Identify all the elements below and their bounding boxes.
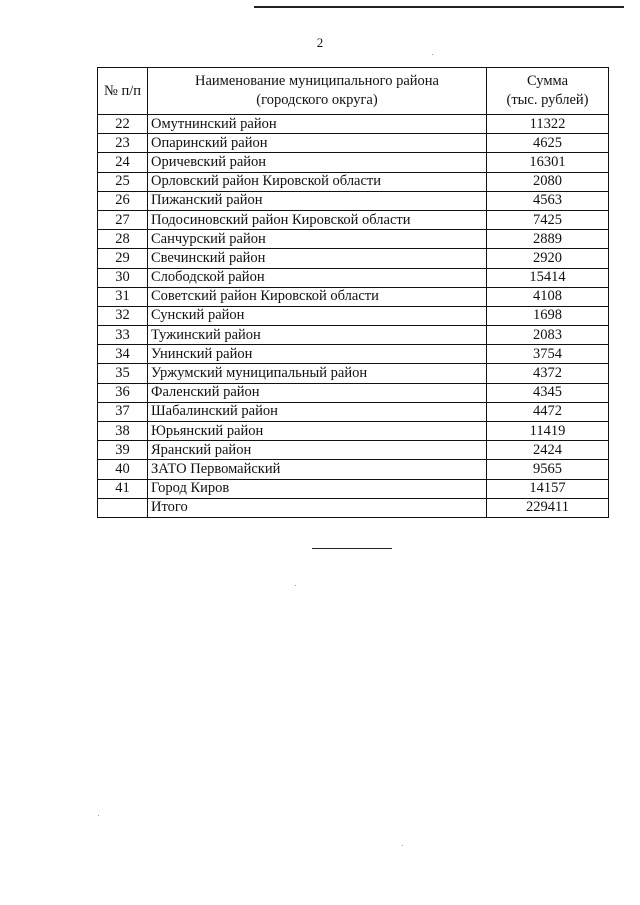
row-name-cell: Шабалинский район xyxy=(148,402,487,421)
page-number: 2 xyxy=(316,35,324,50)
row-name-cell: Город Киров xyxy=(148,479,487,498)
row-number-cell: 31 xyxy=(98,287,148,306)
row-name-cell: Свечинский район xyxy=(148,249,487,268)
table-row xyxy=(98,134,609,153)
row-number-cell: 28 xyxy=(98,230,148,249)
row-name-cell: Санчурский район xyxy=(148,230,487,249)
row-name-cell: Опаринский район xyxy=(148,134,487,153)
table-row xyxy=(98,268,609,287)
row-sum-cell: 4108 xyxy=(487,287,609,306)
table-row xyxy=(98,153,609,172)
header-number xyxy=(98,68,148,115)
row-number-cell: 33 xyxy=(98,326,148,345)
header-name xyxy=(148,68,487,115)
row-name-cell: Омутнинский район xyxy=(148,115,487,134)
row-number-cell: 32 xyxy=(98,306,148,325)
row-sum-cell: 4625 xyxy=(487,134,609,153)
table-row xyxy=(98,460,609,479)
row-number-cell: 25 xyxy=(98,172,148,191)
row-number-cell: 41 xyxy=(98,479,148,498)
table-footer xyxy=(98,498,609,517)
row-sum-cell: 3754 xyxy=(487,345,609,364)
row-sum-cell: 15414 xyxy=(487,268,609,287)
bottom-rule xyxy=(312,548,392,549)
scan-speck xyxy=(432,54,433,55)
row-sum-cell: 2080 xyxy=(487,172,609,191)
row-number-cell: 35 xyxy=(98,364,148,383)
row-sum-cell: 9565 xyxy=(487,460,609,479)
row-number-cell: 24 xyxy=(98,153,148,172)
table-body xyxy=(98,115,609,499)
row-name-cell: ЗАТО Первомайский xyxy=(148,460,487,479)
budget-table xyxy=(97,67,609,518)
row-sum-cell: 2889 xyxy=(487,230,609,249)
row-sum-cell: 2424 xyxy=(487,441,609,460)
scan-speck xyxy=(98,815,99,816)
row-sum-cell: 4472 xyxy=(487,402,609,421)
row-number-cell: 37 xyxy=(98,402,148,421)
scan-speck xyxy=(402,845,403,846)
row-number-cell: 40 xyxy=(98,460,148,479)
total-number-cell xyxy=(98,498,148,517)
scan-speck xyxy=(295,585,296,586)
row-name-cell: Советский район Кировской области xyxy=(148,287,487,306)
row-number-cell: 30 xyxy=(98,268,148,287)
row-name-cell: Орловский район Кировской области xyxy=(148,172,487,191)
table-row xyxy=(98,115,609,134)
row-sum-cell: 4372 xyxy=(487,364,609,383)
row-sum-cell: 7425 xyxy=(487,210,609,229)
row-number-cell: 34 xyxy=(98,345,148,364)
table-row-total xyxy=(98,498,609,517)
table-row xyxy=(98,422,609,441)
row-name-cell: Тужинский район xyxy=(148,326,487,345)
header-sum-line2: (тыс. рублей) xyxy=(506,92,589,108)
row-number-cell: 39 xyxy=(98,441,148,460)
table-row xyxy=(98,306,609,325)
header-name-line1: Наименование муниципального района xyxy=(195,73,439,89)
table-row xyxy=(98,172,609,191)
table-row xyxy=(98,345,609,364)
row-number-cell: 27 xyxy=(98,210,148,229)
table-row xyxy=(98,191,609,210)
table-row xyxy=(98,479,609,498)
row-sum-cell: 2083 xyxy=(487,326,609,345)
row-sum-cell: 1698 xyxy=(487,306,609,325)
row-name-cell: Пижанский район xyxy=(148,191,487,210)
total-label-cell: Итого xyxy=(148,498,487,517)
table-row xyxy=(98,287,609,306)
table-row xyxy=(98,364,609,383)
row-number-cell: 23 xyxy=(98,134,148,153)
header-sum-line1: Сумма xyxy=(526,73,569,89)
row-name-cell: Подосиновский район Кировской области xyxy=(148,210,487,229)
row-sum-cell: 16301 xyxy=(487,153,609,172)
row-name-cell: Слободской район xyxy=(148,268,487,287)
row-sum-cell: 4345 xyxy=(487,383,609,402)
row-name-cell: Яранский район xyxy=(148,441,487,460)
table-row xyxy=(98,383,609,402)
row-sum-cell: 14157 xyxy=(487,479,609,498)
table-header-row xyxy=(98,68,609,115)
row-number-cell: 38 xyxy=(98,422,148,441)
row-sum-cell: 4563 xyxy=(487,191,609,210)
table-row xyxy=(98,210,609,229)
header-number-text: № п/п xyxy=(103,82,141,99)
table-row xyxy=(98,249,609,268)
row-sum-cell: 2920 xyxy=(487,249,609,268)
table-row xyxy=(98,441,609,460)
row-name-cell: Оричевский район xyxy=(148,153,487,172)
table-row xyxy=(98,230,609,249)
total-sum-cell: 229411 xyxy=(487,498,609,517)
row-number-cell: 36 xyxy=(98,383,148,402)
table-row xyxy=(98,402,609,421)
header-sum xyxy=(487,68,609,115)
top-rule xyxy=(254,6,624,8)
row-name-cell: Фаленский район xyxy=(148,383,487,402)
header-name-line2: (городского округа) xyxy=(256,92,378,108)
row-name-cell: Сунский район xyxy=(148,306,487,325)
row-number-cell: 29 xyxy=(98,249,148,268)
row-name-cell: Уржумский муниципальный район xyxy=(148,364,487,383)
row-number-cell: 22 xyxy=(98,115,148,134)
row-name-cell: Юрьянский район xyxy=(148,422,487,441)
row-sum-cell: 11322 xyxy=(487,115,609,134)
table-header xyxy=(98,68,609,115)
table-row xyxy=(98,326,609,345)
row-number-cell: 26 xyxy=(98,191,148,210)
row-name-cell: Унинский район xyxy=(148,345,487,364)
row-sum-cell: 11419 xyxy=(487,422,609,441)
